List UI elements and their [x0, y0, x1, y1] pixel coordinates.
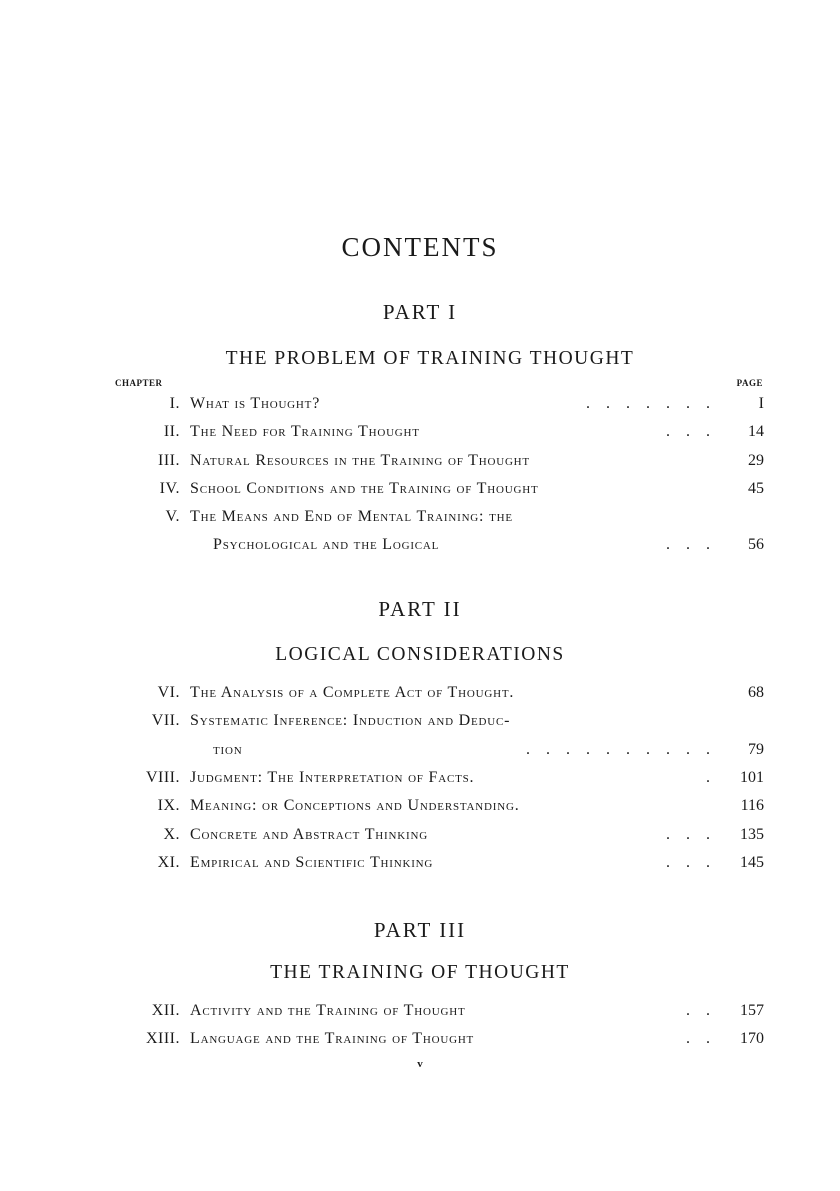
- page-number: 116: [740, 797, 764, 814]
- chapter-number: VI.: [157, 684, 180, 701]
- toc-entry: [0, 480, 840, 508]
- chapter-title: Meaning: or Conceptions and Understanding.: [190, 797, 520, 814]
- chapter-number: XIII.: [145, 1030, 180, 1047]
- chapter-title: Systematic Inference: Induction and Deduc-: [190, 712, 511, 729]
- chapter-title: The Analysis of a Complete Act of Thought.: [190, 684, 515, 701]
- chapter-number: VIII.: [145, 769, 180, 786]
- chapter-title: The Need for Training Thought: [190, 423, 420, 440]
- chapter-number: I.: [169, 395, 180, 412]
- page-title: CONTENTS: [341, 232, 499, 262]
- toc-entry: [0, 712, 840, 740]
- part-subtitle: THE PROBLEM OF TRAINING THOUGHT: [225, 348, 635, 369]
- page-number: 14: [748, 423, 764, 440]
- chapter-title: School Conditions and the Training of Thought: [190, 480, 539, 497]
- leader-dots: . . .: [666, 423, 710, 440]
- toc-entry-continuation: [0, 741, 840, 769]
- chapter-number: II.: [163, 423, 180, 440]
- leader-dots: . .: [686, 1002, 710, 1019]
- chapter-title: Judgment: The Interpretation of Facts.: [190, 769, 475, 786]
- toc-entry: [0, 769, 840, 797]
- part-heading: PART I: [382, 300, 458, 324]
- chapter-title: Empirical and Scientific Thinking: [190, 854, 434, 871]
- toc-entry: [0, 452, 840, 480]
- part-heading: PART II: [378, 597, 462, 621]
- toc-entry: [0, 684, 840, 712]
- toc-entry: [0, 1030, 840, 1058]
- chapter-title: The Means and End of Mental Training: the: [190, 508, 513, 525]
- chapter-title: Concrete and Abstract Thinking: [190, 826, 428, 843]
- part-subtitle: LOGICAL CONSIDERATIONS: [275, 644, 565, 665]
- toc-entry: [0, 826, 840, 854]
- chapter-number: XI.: [157, 854, 180, 871]
- toc-entry: [0, 395, 840, 423]
- leader-dots: . . .: [666, 826, 710, 843]
- page-number: 56: [748, 536, 764, 553]
- chapter-number: III.: [158, 452, 180, 469]
- page-number: 68: [748, 684, 764, 701]
- chapter-title: Activity and the Training of Thought: [190, 1002, 466, 1019]
- leader-dots: . . . . . . . . . .: [526, 741, 710, 758]
- chapter-number: V.: [165, 508, 180, 525]
- leader-dots: . . .: [666, 854, 710, 871]
- leader-dots: . .: [686, 1030, 710, 1047]
- toc-entry: [0, 1002, 840, 1030]
- leader-dots: . . .: [666, 536, 710, 553]
- chapter-number: X.: [163, 826, 180, 843]
- chapter-title-continuation: Psychological and the Logical: [213, 536, 440, 553]
- page-number: 135: [740, 826, 764, 843]
- page-number: I: [758, 395, 764, 412]
- toc-entry-continuation: [0, 536, 840, 564]
- page-label: PAGE: [736, 378, 763, 388]
- leader-dots: .: [706, 769, 710, 786]
- page-folio: v: [417, 1058, 423, 1070]
- chapter-number: XII.: [151, 1002, 180, 1019]
- chapter-title: What is Thought?: [190, 395, 321, 412]
- part-heading: PART III: [373, 918, 467, 942]
- chapter-label: CHAPTER: [115, 378, 163, 388]
- page-number: 145: [740, 854, 764, 871]
- chapter-number: IX.: [157, 797, 180, 814]
- chapter-title-continuation: tion: [213, 741, 243, 758]
- leader-dots: . . . . . . .: [586, 395, 710, 412]
- chapter-title: Language and the Training of Thought: [190, 1030, 475, 1047]
- page-number: 170: [740, 1030, 764, 1047]
- chapter-number: IV.: [159, 480, 180, 497]
- toc-entry: [0, 797, 840, 825]
- part-subtitle: THE TRAINING OF THOUGHT: [270, 962, 570, 983]
- page-number: 29: [748, 452, 764, 469]
- chapter-title: Natural Resources in the Training of Thought: [190, 452, 530, 469]
- toc-entry: [0, 854, 840, 882]
- toc-entry: [0, 508, 840, 536]
- toc-entry: [0, 423, 840, 451]
- page-number: 79: [748, 741, 764, 758]
- chapter-number: VII.: [151, 712, 180, 729]
- page-number: 157: [740, 1002, 764, 1019]
- page-number: 45: [748, 480, 764, 497]
- page-number: 101: [740, 769, 764, 786]
